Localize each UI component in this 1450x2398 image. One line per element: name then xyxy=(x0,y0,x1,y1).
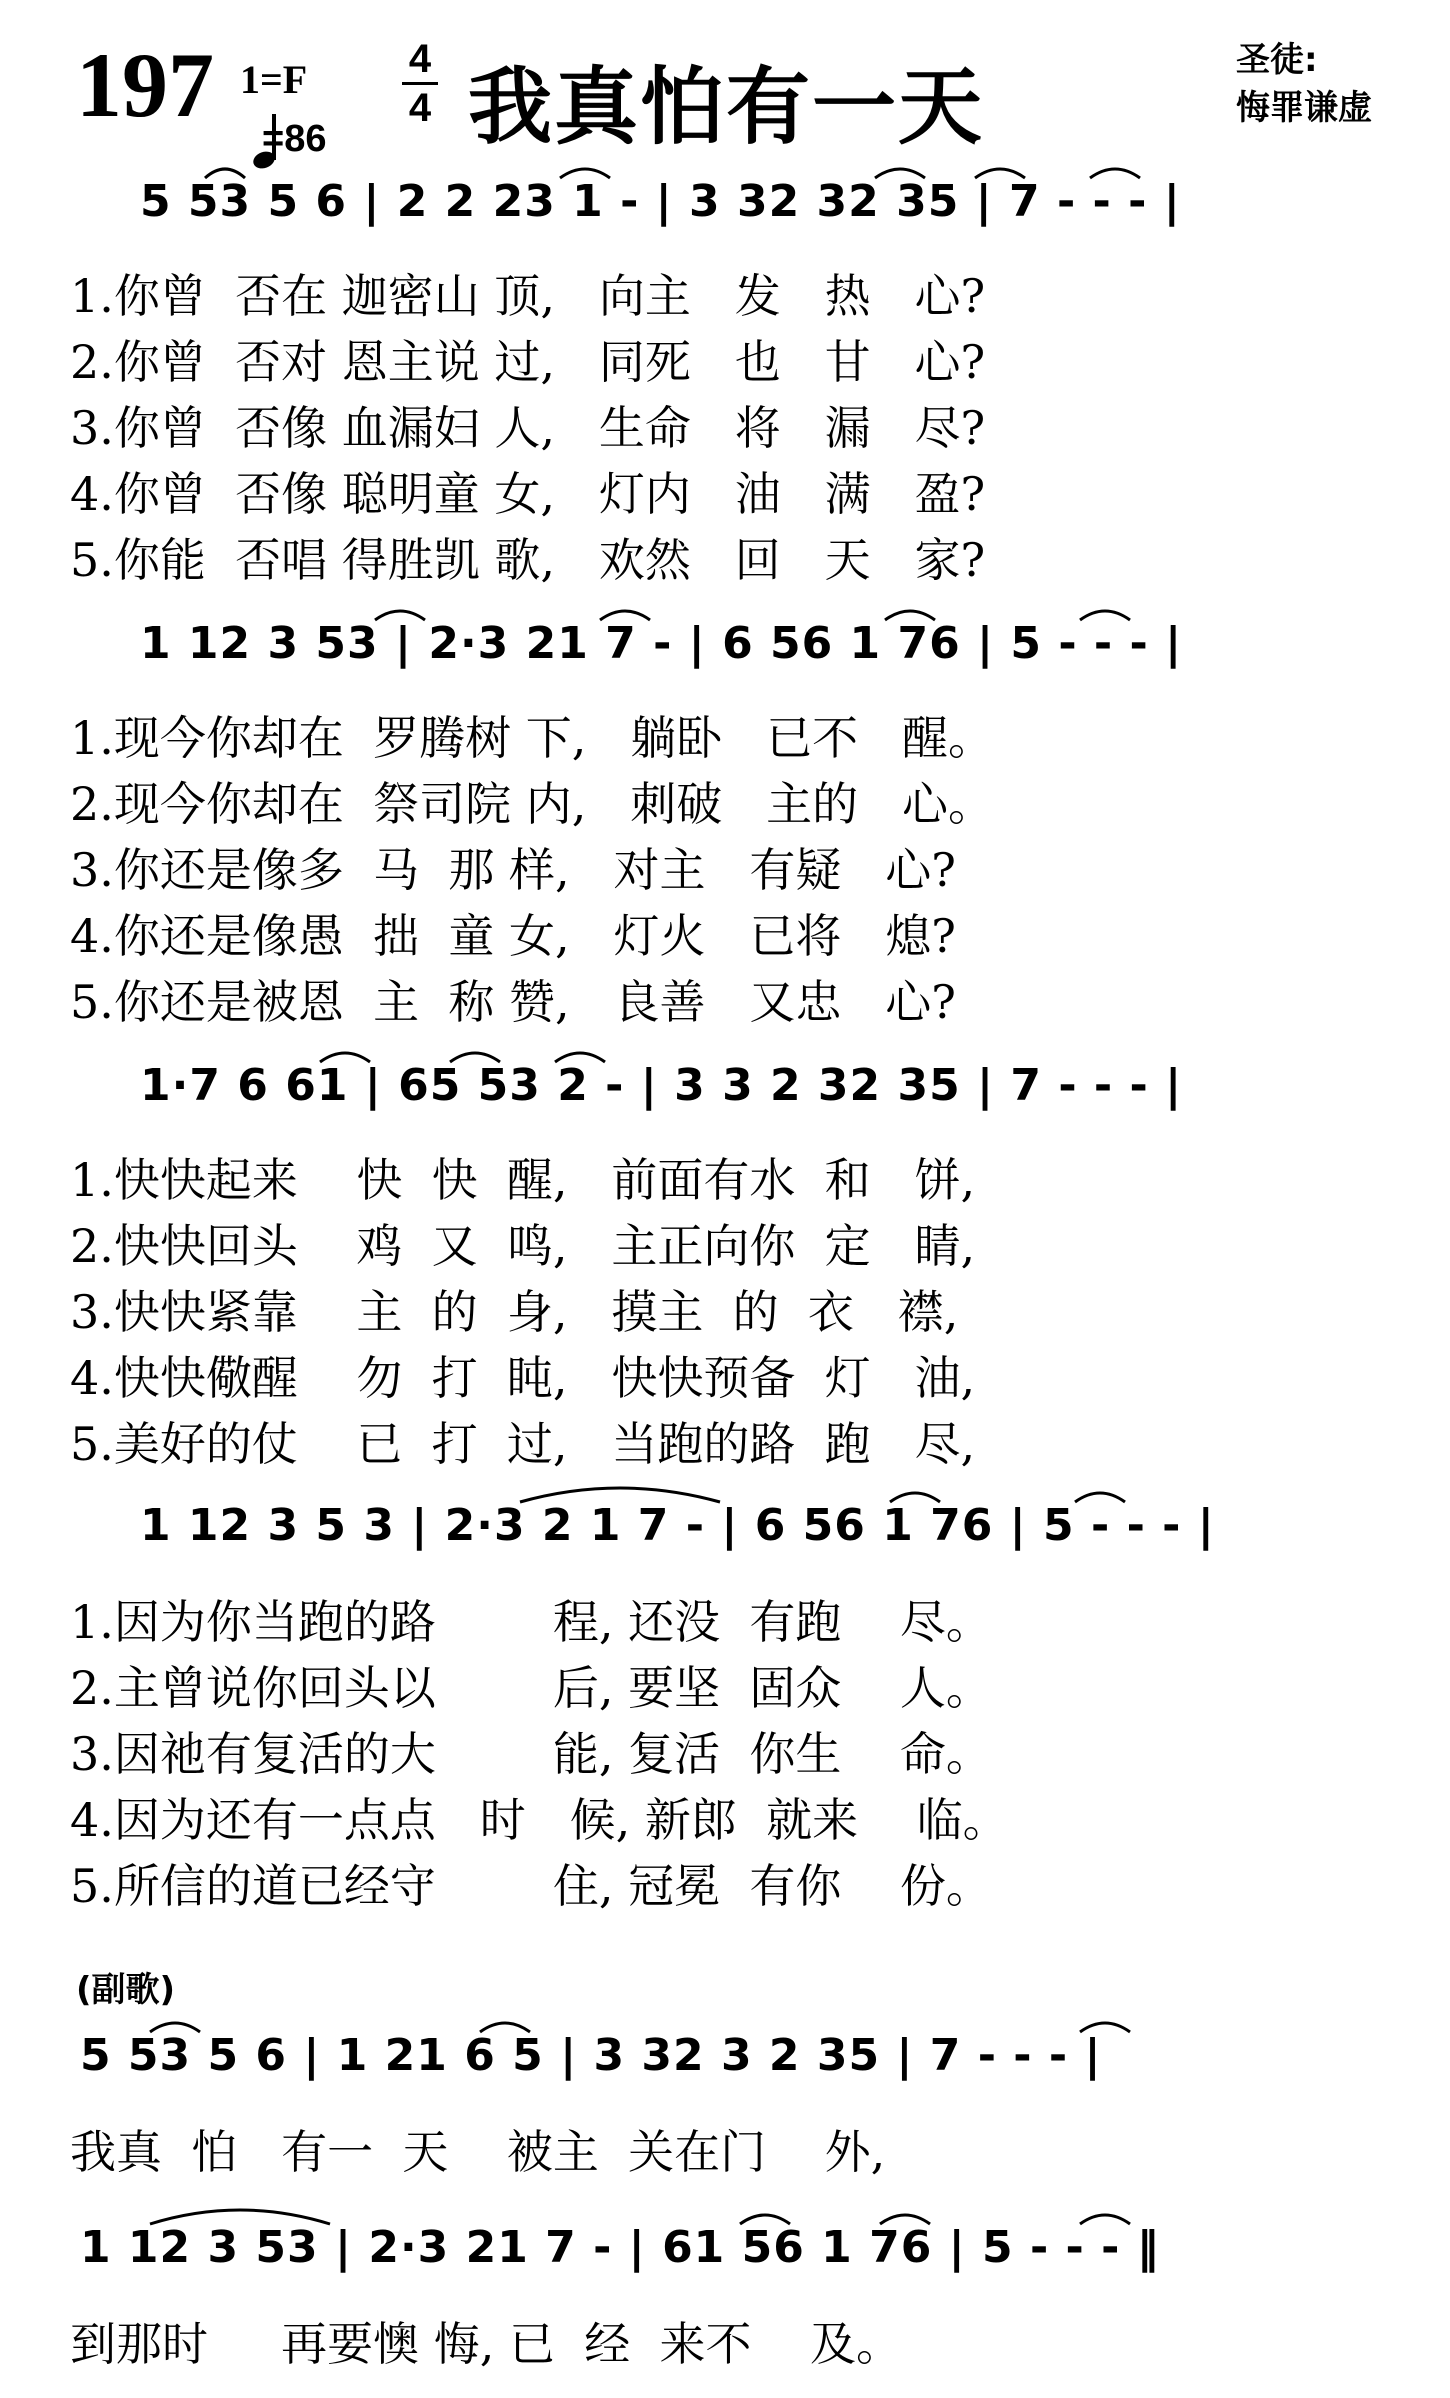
lyric-line: 5.美好的仗 已 打 过, 当跑的路 跑 尽, xyxy=(70,1417,976,1471)
lyric-line: 5.所信的道已经守 住, 冠冕 有你 份。 xyxy=(70,1859,992,1913)
time-signature-bottom: 4 xyxy=(408,86,432,130)
credit-line-2: 悔罪谦虚 xyxy=(1236,88,1372,128)
time-signature-top: 4 xyxy=(408,37,432,81)
lyric-line: 2.现今你却在 祭司院 内, 刺破 主的 心。 xyxy=(70,777,994,831)
lyric-line: 1.现今你却在 罗腾树 下, 躺卧 已不 醒。 xyxy=(70,711,994,765)
tempo-marking: =86 xyxy=(262,118,327,160)
lyric-line: 3.你曾 否像 血漏妇 人, 生命 将 漏 尽? xyxy=(70,401,986,455)
lyric-line: 3.因祂有复活的大 能, 复活 你生 命。 xyxy=(70,1727,992,1781)
song-number: 197 xyxy=(76,34,214,136)
key-signature: 1=F xyxy=(240,57,308,102)
credit-line-1: 圣徒: xyxy=(1236,40,1318,80)
lyric-line: 4.你还是像愚 拙 童 女, 灯火 已将 熄? xyxy=(70,909,956,963)
lyric-line: 2.快快回头 鸡 又 鸣, 主正向你 定 睛, xyxy=(70,1219,976,1273)
song-title: 我真怕有一天 xyxy=(468,58,985,156)
chorus-label: (副歌) xyxy=(76,1970,176,2010)
chorus-notation-line-2: 1 12 3 53 | 2·3 21 7 - | 61 56 1 76 | 5 - - - ‖ xyxy=(80,2222,1160,2273)
notation-line-2: 1 12 3 53 | 2·3 21 7 - | 6 56 1 76 | 5 - - - | xyxy=(140,618,1183,669)
chorus-notation-line-1: 5 53 5 6 | 1 21 6 5 | 3 32 3 2 35 | 7 - - - | xyxy=(80,2030,1102,2081)
notation-line-1: 5 53 5 6 | 2 2 23 1 - | 3 32 32 35 | 7 - - - | xyxy=(140,176,1181,227)
lyric-line: 4.你曾 否像 聪明童 女, 灯内 油 满 盈? xyxy=(70,467,986,521)
lyric-line: 1.你曾 否在 迦密山 顶, 向主 发 热 心? xyxy=(70,269,986,323)
lyric-line: 5.你还是被恩 主 称 赞, 良善 又忠 心? xyxy=(70,975,956,1029)
notation-line-4: 1 12 3 5 3 | 2·3 2 1 7 - | 6 56 1 76 | 5 - - - | xyxy=(140,1500,1215,1551)
notation-line-3: 1·7 6 61 | 65 53 2 - | 3 3 2 32 35 | 7 - - - | xyxy=(140,1060,1183,1111)
lyric-line: 3.快快紧靠 主 的 身, 摸主 的 衣 襟, xyxy=(70,1285,959,1339)
lyric-line: 4.快快儆醒 勿 打 盹, 快快预备 灯 油, xyxy=(70,1351,976,1405)
lyric-line: 2.主曾说你回头以 后, 要坚 固众 人。 xyxy=(70,1661,992,1715)
lyric-line: 2.你曾 否对 恩主说 过, 同死 也 甘 心? xyxy=(70,335,986,389)
lyric-line: 1.因为你当跑的路 程, 还没 有跑 尽。 xyxy=(70,1595,992,1649)
lyric-line: 3.你还是像多 马 那 样, 对主 有疑 心? xyxy=(70,843,956,897)
lyric-line: 5.你能 否唱 得胜凯 歌, 欢然 回 天 家? xyxy=(70,533,986,587)
lyric-line: 1.快快起来 快 快 醒, 前面有水 和 饼, xyxy=(70,1153,976,1207)
lyric-line: 4.因为还有一点点 时 候, 新郎 就来 临。 xyxy=(70,1793,1009,1847)
chorus-lyric-line-1: 我真 怕 有一 天 被主 关在门 外, xyxy=(70,2125,886,2179)
chorus-lyric-line-2: 到那时 再要懊 悔, 已 经 来不 及。 xyxy=(70,2317,902,2371)
